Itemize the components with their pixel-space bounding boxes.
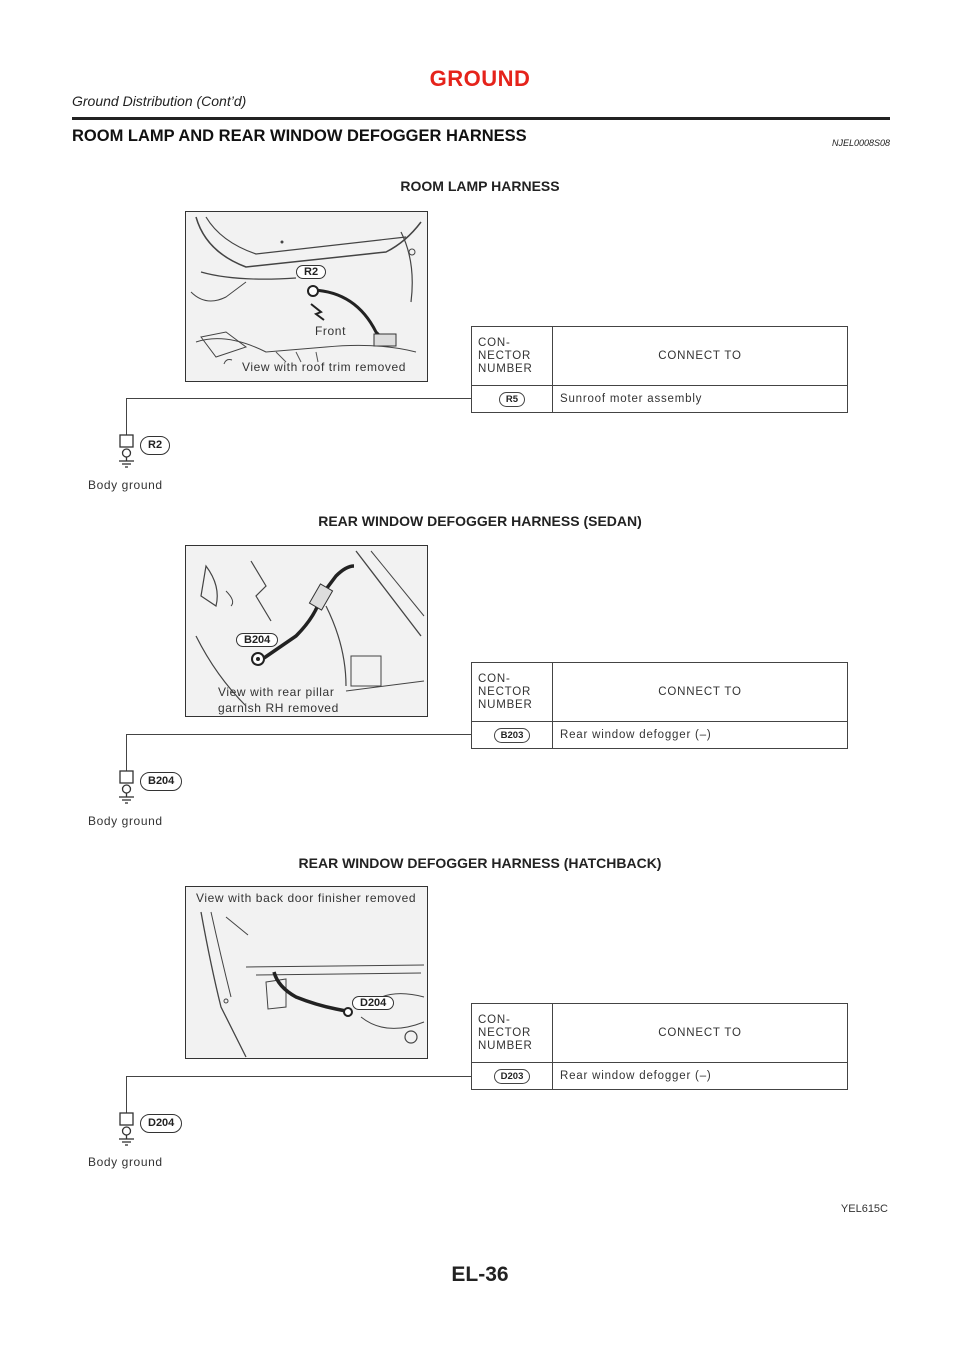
connector-badge: D203 xyxy=(494,1069,531,1084)
diagram-2-photo xyxy=(185,545,428,717)
header-title: GROUND xyxy=(429,66,531,91)
connector-table-1 xyxy=(471,326,848,413)
page-number: EL-36 xyxy=(451,1263,509,1286)
table-header-connect-to: CONNECT TO xyxy=(553,1004,848,1063)
section-code: NJEL0008S08 xyxy=(831,138,890,148)
ground-connector-badge: B204 xyxy=(140,772,182,791)
harness-wire xyxy=(126,398,471,399)
diagram-3-title: REAR WINDOW DEFOGGER HARNESS (HATCHBACK) xyxy=(298,855,662,871)
table-header-connect-to: CONNECT TO xyxy=(553,327,848,386)
ground-symbol-icon xyxy=(117,770,137,804)
photo-label-front: Front xyxy=(315,324,347,338)
figure-code: YEL615C xyxy=(840,1203,888,1215)
connect-to-cell: Rear window defogger (–) xyxy=(553,1063,848,1090)
connector-table-3 xyxy=(471,1003,848,1090)
harness-wire xyxy=(126,1076,471,1077)
section-title: ROOM LAMP AND REAR WINDOW DEFOGGER HARNESS xyxy=(72,127,527,145)
harness-wire-drop xyxy=(126,398,127,435)
photo-caption-2b: garnish RH removed xyxy=(218,701,339,715)
ground-label: Body ground xyxy=(88,478,163,492)
connector-badge: R5 xyxy=(499,392,525,407)
photo-caption-3: View with back door finisher removed xyxy=(196,891,417,905)
table-row xyxy=(472,1063,848,1090)
harness-wire-drop xyxy=(126,734,127,771)
ground-label: Body ground xyxy=(88,1155,163,1169)
table-header-connector-number: CON- NECTOR NUMBER xyxy=(472,663,553,722)
header-subtitle: Ground Distribution (Cont’d) xyxy=(72,93,247,109)
roof-trim-illustration xyxy=(186,212,427,381)
harness-wire xyxy=(126,734,471,735)
table-row xyxy=(472,722,848,749)
photo-label-d204: D204 xyxy=(352,996,394,1010)
harness-wire-drop xyxy=(126,1076,127,1113)
connector-table-2 xyxy=(471,662,848,749)
ground-connector-badge: R2 xyxy=(140,436,170,455)
connector-badge: B203 xyxy=(494,728,531,743)
table-header-connector-number: CON- NECTOR NUMBER xyxy=(472,327,553,386)
ground-symbol-icon xyxy=(117,434,137,468)
photo-caption-1: View with roof trim removed xyxy=(242,360,407,374)
table-header-connector-number: CON- NECTOR NUMBER xyxy=(472,1004,553,1063)
connect-to-cell: Rear window defogger (–) xyxy=(553,722,848,749)
photo-label-b204: B204 xyxy=(236,633,278,647)
back-door-illustration xyxy=(186,887,427,1058)
header-rule xyxy=(72,117,890,120)
table-header-connect-to: CONNECT TO xyxy=(553,663,848,722)
photo-label-r2: R2 xyxy=(296,265,326,279)
ground-label: Body ground xyxy=(88,814,163,828)
connect-to-cell: Sunroof moter assembly xyxy=(553,386,848,413)
diagram-1-title: ROOM LAMP HARNESS xyxy=(400,178,560,194)
diagram-3-photo xyxy=(185,886,428,1059)
ground-symbol-icon xyxy=(117,1112,137,1146)
photo-caption-2a: View with rear pillar xyxy=(218,685,335,699)
diagram-2-title: REAR WINDOW DEFOGGER HARNESS (SEDAN) xyxy=(318,513,642,529)
ground-connector-badge: D204 xyxy=(140,1114,182,1133)
table-row xyxy=(472,386,848,413)
diagram-1-photo xyxy=(185,211,428,382)
